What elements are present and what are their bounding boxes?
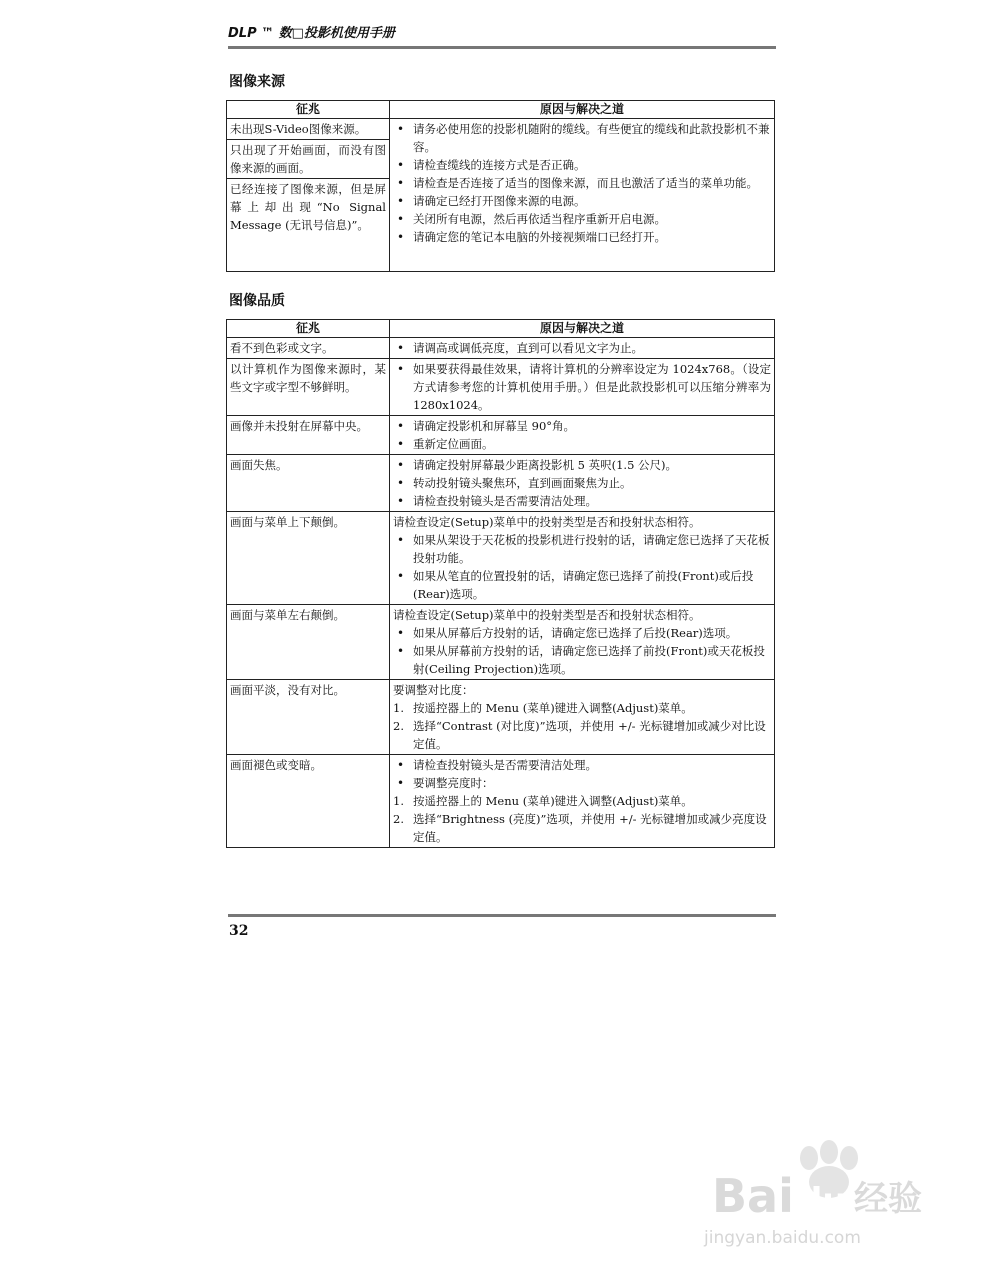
list-item: • 请确定您的笔记本电脑的外接视频端口已经打开。 <box>393 228 771 246</box>
table-row <box>227 119 775 140</box>
table-row <box>227 338 775 359</box>
watermark-url: jingyan.baidu.com <box>704 1228 861 1248</box>
list-item: • 转动投射镜头聚焦环，直到画面聚焦为止。 <box>393 474 771 492</box>
step-text: 选择“Brightness (亮度)”选项，并使用 +/- 光标键增加或减少亮度设定值。 <box>413 812 767 844</box>
table-row <box>227 680 775 755</box>
column-header-solution: 原因与解决之道 <box>390 320 775 338</box>
list-item: • 请确定投射屏幕最少距离投影机 5 英呎(1.5 公尺)。 <box>393 456 771 474</box>
list-item: • 如果从屏幕前方投射的话，请确定您已选择了前投(Front)或天花板投射(Ceiling Projection)选项。 <box>393 642 771 678</box>
column-header-symptom: 征兆 <box>227 101 390 119</box>
header-title: DLP ™ 数□投影机使用手册 <box>228 26 395 41</box>
solution-lead: 要调整对比度： <box>393 683 474 697</box>
document-header <box>228 22 776 49</box>
image-source-table <box>226 100 775 272</box>
list-item: • 请检查投射镜头是否需要清洁处理。 <box>393 756 771 774</box>
symptom-cell: 画面褪色或变暗。 <box>227 755 390 848</box>
svg-text:Bai: Bai <box>712 1169 794 1223</box>
list-item: • 要调整亮度时： <box>393 774 771 792</box>
symptom-cell: 画面平淡，没有对比。 <box>227 680 390 755</box>
svg-text:du: du <box>798 1181 847 1221</box>
column-header-symptom: 征兆 <box>227 320 390 338</box>
solution-cell <box>390 119 775 272</box>
solution-cell <box>390 755 775 848</box>
solution-cell <box>390 605 775 680</box>
list-item: • 请务必使用您的投影机随附的缆线。有些便宜的缆线和此款投影机不兼容。 <box>393 120 771 156</box>
table-header-row <box>227 320 775 338</box>
symptom-cell: 画面与菜单上下颠倒。 <box>227 512 390 605</box>
solution-lead: 请检查设定(Setup)菜单中的投射类型是否和投射状态相符。 <box>393 515 701 529</box>
list-item: • 如果从架设于天花板的投影机进行投射的话，请确定您已选择了天花板投射功能。 <box>393 531 771 567</box>
list-item <box>393 792 771 810</box>
table-header-row <box>227 101 775 119</box>
list-item <box>393 699 771 717</box>
symptom-cell: 画面失焦。 <box>227 455 390 512</box>
table-row <box>227 359 775 416</box>
solution-cell <box>390 359 775 416</box>
list-item <box>393 717 771 753</box>
symptom-cell: 未出现S-Video图像来源。 <box>227 119 390 140</box>
page-number: 32 <box>229 923 249 939</box>
list-item: • 请检查是否连接了适当的图像来源，而且也激活了适当的菜单功能。 <box>393 174 771 192</box>
symptom-cell: 看不到色彩或文字。 <box>227 338 390 359</box>
step-number: 1. <box>393 794 404 808</box>
solution-list <box>393 120 771 246</box>
symptom-cell: 画面与菜单左右颠倒。 <box>227 605 390 680</box>
symptom-cell: 只出现了开始画面，而没有图像来源的画面。 <box>227 140 390 179</box>
baidu-watermark-logo <box>712 1130 942 1240</box>
list-item: • 如果从屏幕后方投射的话，请确定您已选择了后投(Rear)选项。 <box>393 624 771 642</box>
step-number: 2. <box>393 719 404 733</box>
solution-cell <box>390 455 775 512</box>
list-item: • 如果从笔直的位置投射的话，请确定您已选择了前投(Front)或后投(Rear)选项。 <box>393 567 771 603</box>
table-row <box>227 755 775 848</box>
section-title-image-source: 图像来源 <box>229 74 285 90</box>
step-number: 2. <box>393 812 404 826</box>
step-number: 1. <box>393 701 404 715</box>
list-item: • 如果要获得最佳效果，请将计算机的分辨率设定为 1024x768。（设定方式请参考您的计算机使用手册。）但是此款投影机可以压缩分辨率为 1280x1024。 <box>393 360 771 414</box>
step-text: 选择“Contrast (对比度)”选项，并使用 +/- 光标键增加或减少对比设定值。 <box>413 719 766 751</box>
footer-rule <box>228 914 776 917</box>
column-header-solution: 原因与解决之道 <box>390 101 775 119</box>
list-item: • 请确定投影机和屏幕呈 90°角。 <box>393 417 771 435</box>
solution-cell <box>390 680 775 755</box>
image-quality-table <box>226 319 775 848</box>
solution-lead: 请检查设定(Setup)菜单中的投射类型是否和投射状态相符。 <box>393 608 701 622</box>
table-row <box>227 416 775 455</box>
solution-cell <box>390 338 775 359</box>
symptom-cell: 画像并未投射在屏幕中央。 <box>227 416 390 455</box>
symptom-cell: 以计算机作为图像来源时，某些文字或字型不够鲜明。 <box>227 359 390 416</box>
list-item: • 请检查缆线的连接方式是否正确。 <box>393 156 771 174</box>
svg-text:经验: 经验 <box>854 1179 922 1219</box>
solution-cell <box>390 416 775 455</box>
step-text: 按遥控器上的 Menu (菜单)键进入调整(Adjust)菜单。 <box>413 794 693 808</box>
table-row <box>227 512 775 605</box>
list-item: • 请确定已经打开图像来源的电源。 <box>393 192 771 210</box>
list-item: • 关闭所有电源，然后再依适当程序重新开启电源。 <box>393 210 771 228</box>
symptom-cell: 已经连接了图像来源，但是屏幕上却出现“No Signal Message (无讯号信息)”。 <box>227 179 390 272</box>
list-item: • 请调高或调低亮度，直到可以看见文字为止。 <box>393 339 771 357</box>
list-item <box>393 810 771 846</box>
table-row <box>227 455 775 512</box>
table-row <box>227 605 775 680</box>
section-title-image-quality: 图像品质 <box>229 293 285 309</box>
list-item: • 请检查投射镜头是否需要清洁处理。 <box>393 492 771 510</box>
list-item: • 重新定位画面。 <box>393 435 771 453</box>
solution-cell <box>390 512 775 605</box>
step-text: 按遥控器上的 Menu (菜单)键进入调整(Adjust)菜单。 <box>413 701 693 715</box>
